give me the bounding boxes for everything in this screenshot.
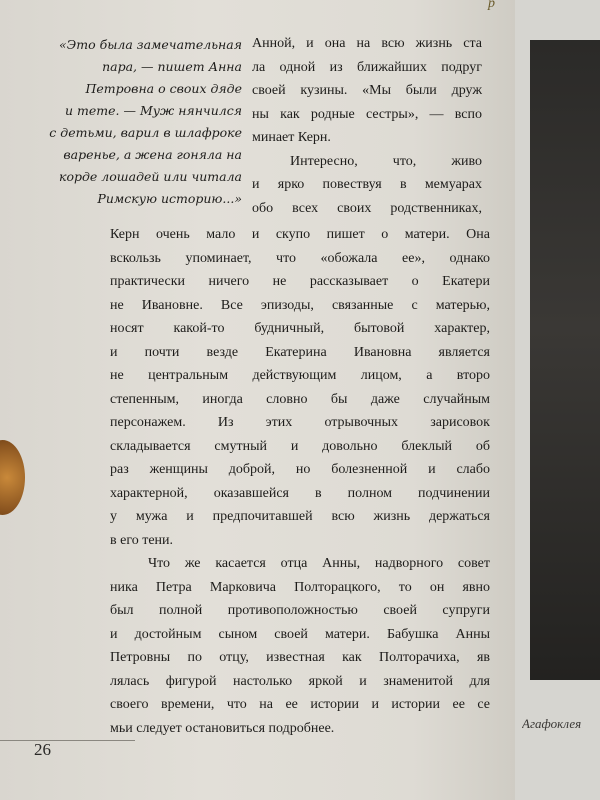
text-line: ны как родные сестры», — вспо xyxy=(252,106,482,122)
quote-line: Петровна о своих дяде xyxy=(85,81,242,96)
text-line: персонажем. Из этих отрывочных зарисовок xyxy=(110,415,490,430)
quote-line: и тете. — Муж нянчился xyxy=(65,103,242,118)
text-line: и достойным сыном своей матери. Бабушка Анны xyxy=(110,626,490,642)
text-line: Анной, и она на всю жизнь ста xyxy=(252,36,482,51)
text-line: раз женщины доброй, но болезненной и слабо xyxy=(110,462,490,477)
text-line: у мужа и предпочитавшей всю жизнь держаться xyxy=(110,509,490,524)
text-line: своего времени, что на ее истории и истории ее се xyxy=(110,697,490,712)
quote-line: «Это была замечательная xyxy=(59,37,242,52)
text-line: минает Керн. xyxy=(252,130,331,145)
text-line: характерной, оказавшейся в полном подчинении xyxy=(110,485,490,501)
quote-line: варенье, а жена гоняла на xyxy=(63,147,242,162)
quote-line: с детьми, варил в шлафроке xyxy=(49,125,242,140)
text-line: Что же касается отца Анны, надворного совет xyxy=(148,556,490,571)
main-text xyxy=(110,223,490,740)
text-line: вскользь упоминает, что «обожала ее», однако xyxy=(110,250,490,266)
page-number: 26 xyxy=(34,740,51,759)
text-line: лялась фигурой настолько яркой и знаменитой для xyxy=(110,673,490,689)
text-line: ла одной из ближайших подруг xyxy=(252,59,482,75)
footer-rule xyxy=(0,740,135,741)
text-line: и ярко повествуя в мемуарах xyxy=(252,177,482,192)
quote-line: пара, — пишет Анна xyxy=(102,59,242,74)
portrait-photo xyxy=(530,40,600,680)
photo-caption: Агафоклея xyxy=(522,716,582,731)
text-line: не Ивановне. Все эпизоды, связанные с матерью, xyxy=(110,297,490,313)
quote-line: корде лошадей или читала xyxy=(59,169,242,184)
quote-line: Римскую историю...» xyxy=(97,191,242,206)
text-line: был полной противоположностью своей супруги xyxy=(110,603,490,618)
text-line: носят какой-то будничный, бытовой характер, xyxy=(110,321,490,336)
text-line: ника Петра Марковича Полторацкого, то он явно xyxy=(110,579,490,595)
text-line: обо всех своих родственниках, xyxy=(252,200,482,216)
text-line: Интересно, что, живо xyxy=(290,153,482,169)
text-line: практически ничего не рассказывает о Екатери xyxy=(110,274,490,289)
text-line: и почти везде Екатерина Ивановна является xyxy=(110,344,490,360)
right-column-text xyxy=(252,32,482,220)
text-line: своей кузины. «Мы были друж xyxy=(252,83,482,98)
text-line: Керн очень мало и скупо пишет о матери. Она xyxy=(110,227,490,242)
margin-quote xyxy=(40,34,242,210)
text-line: мьи следует остановиться подробнее. xyxy=(110,720,335,736)
text-line: Петровны по отцу, известная как Полторачиха, яв xyxy=(110,650,490,665)
text-line: складывается смутный и довольно блеклый об xyxy=(110,438,490,454)
text-line: в его тени. xyxy=(110,532,174,548)
text-line: степенным, иногда словно бы даже случайным xyxy=(110,391,490,407)
text-line: не центральным действующим лицом, а второ xyxy=(110,368,490,383)
corner-mark: р xyxy=(488,0,495,11)
